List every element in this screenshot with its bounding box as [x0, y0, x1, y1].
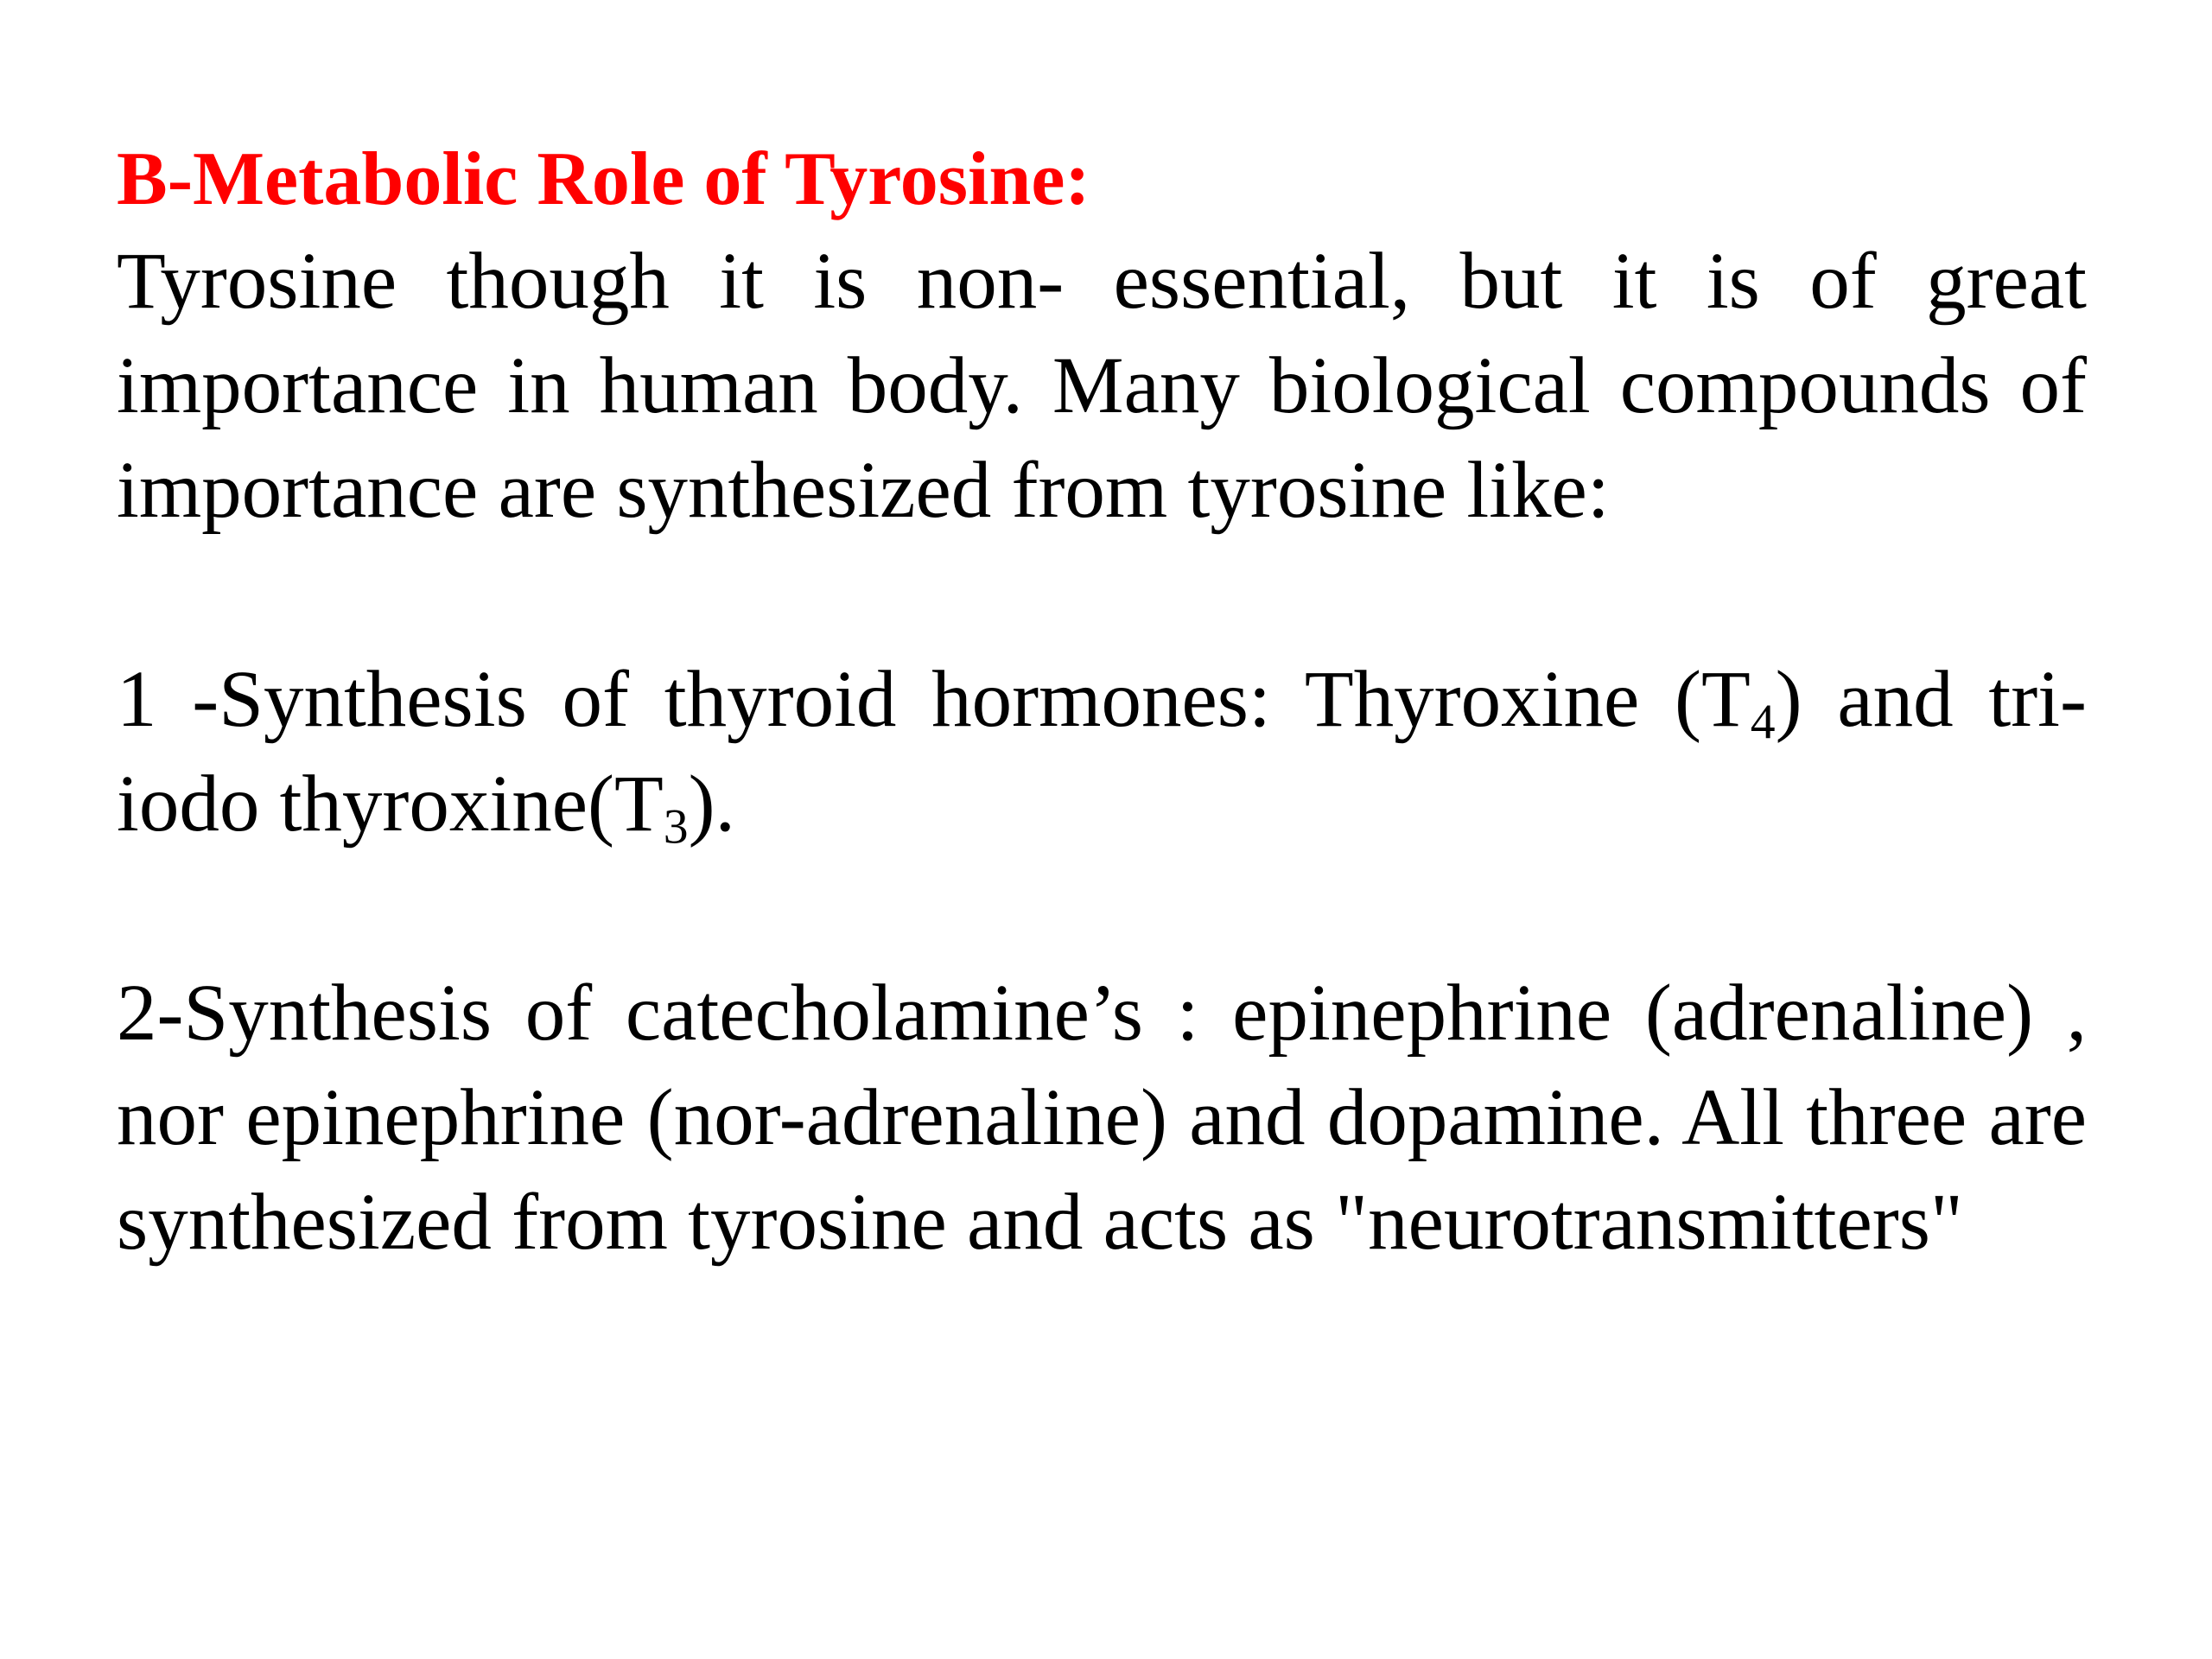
item-2-catecholamines: 2-Synthesis of catecholamine’s : epinephrine (adrenaline) , nor epinephrine (nor-adrenaline) and dopamine. All three are synthesized from tyrosine and acts as "neurotransmitters": [117, 969, 2087, 1267]
t3-subscript: 3: [663, 799, 689, 855]
slide-title: B-Metabolic Role of Tyrosine:: [117, 137, 1090, 221]
item-1-text-start: 1 -Synthesis of thyroid hormones: Thyroxine (T: [117, 655, 1751, 744]
item-1-text-middle: ) and tri-iodo thyroxine(T: [117, 655, 2087, 849]
item-1-thyroid-hormones: [117, 647, 2087, 856]
item-1-text-end: ).: [688, 760, 735, 849]
t4-subscript: 4: [1750, 695, 1776, 750]
spacer: [117, 543, 2087, 647]
intro-paragraph: Tyrosine though it is non- essential, but it is of great importance in human body. Many biological compounds of importance are synthesized from tyrosine like:: [117, 237, 2087, 535]
slide-content: [117, 130, 2087, 1274]
spacer: [117, 856, 2087, 961]
